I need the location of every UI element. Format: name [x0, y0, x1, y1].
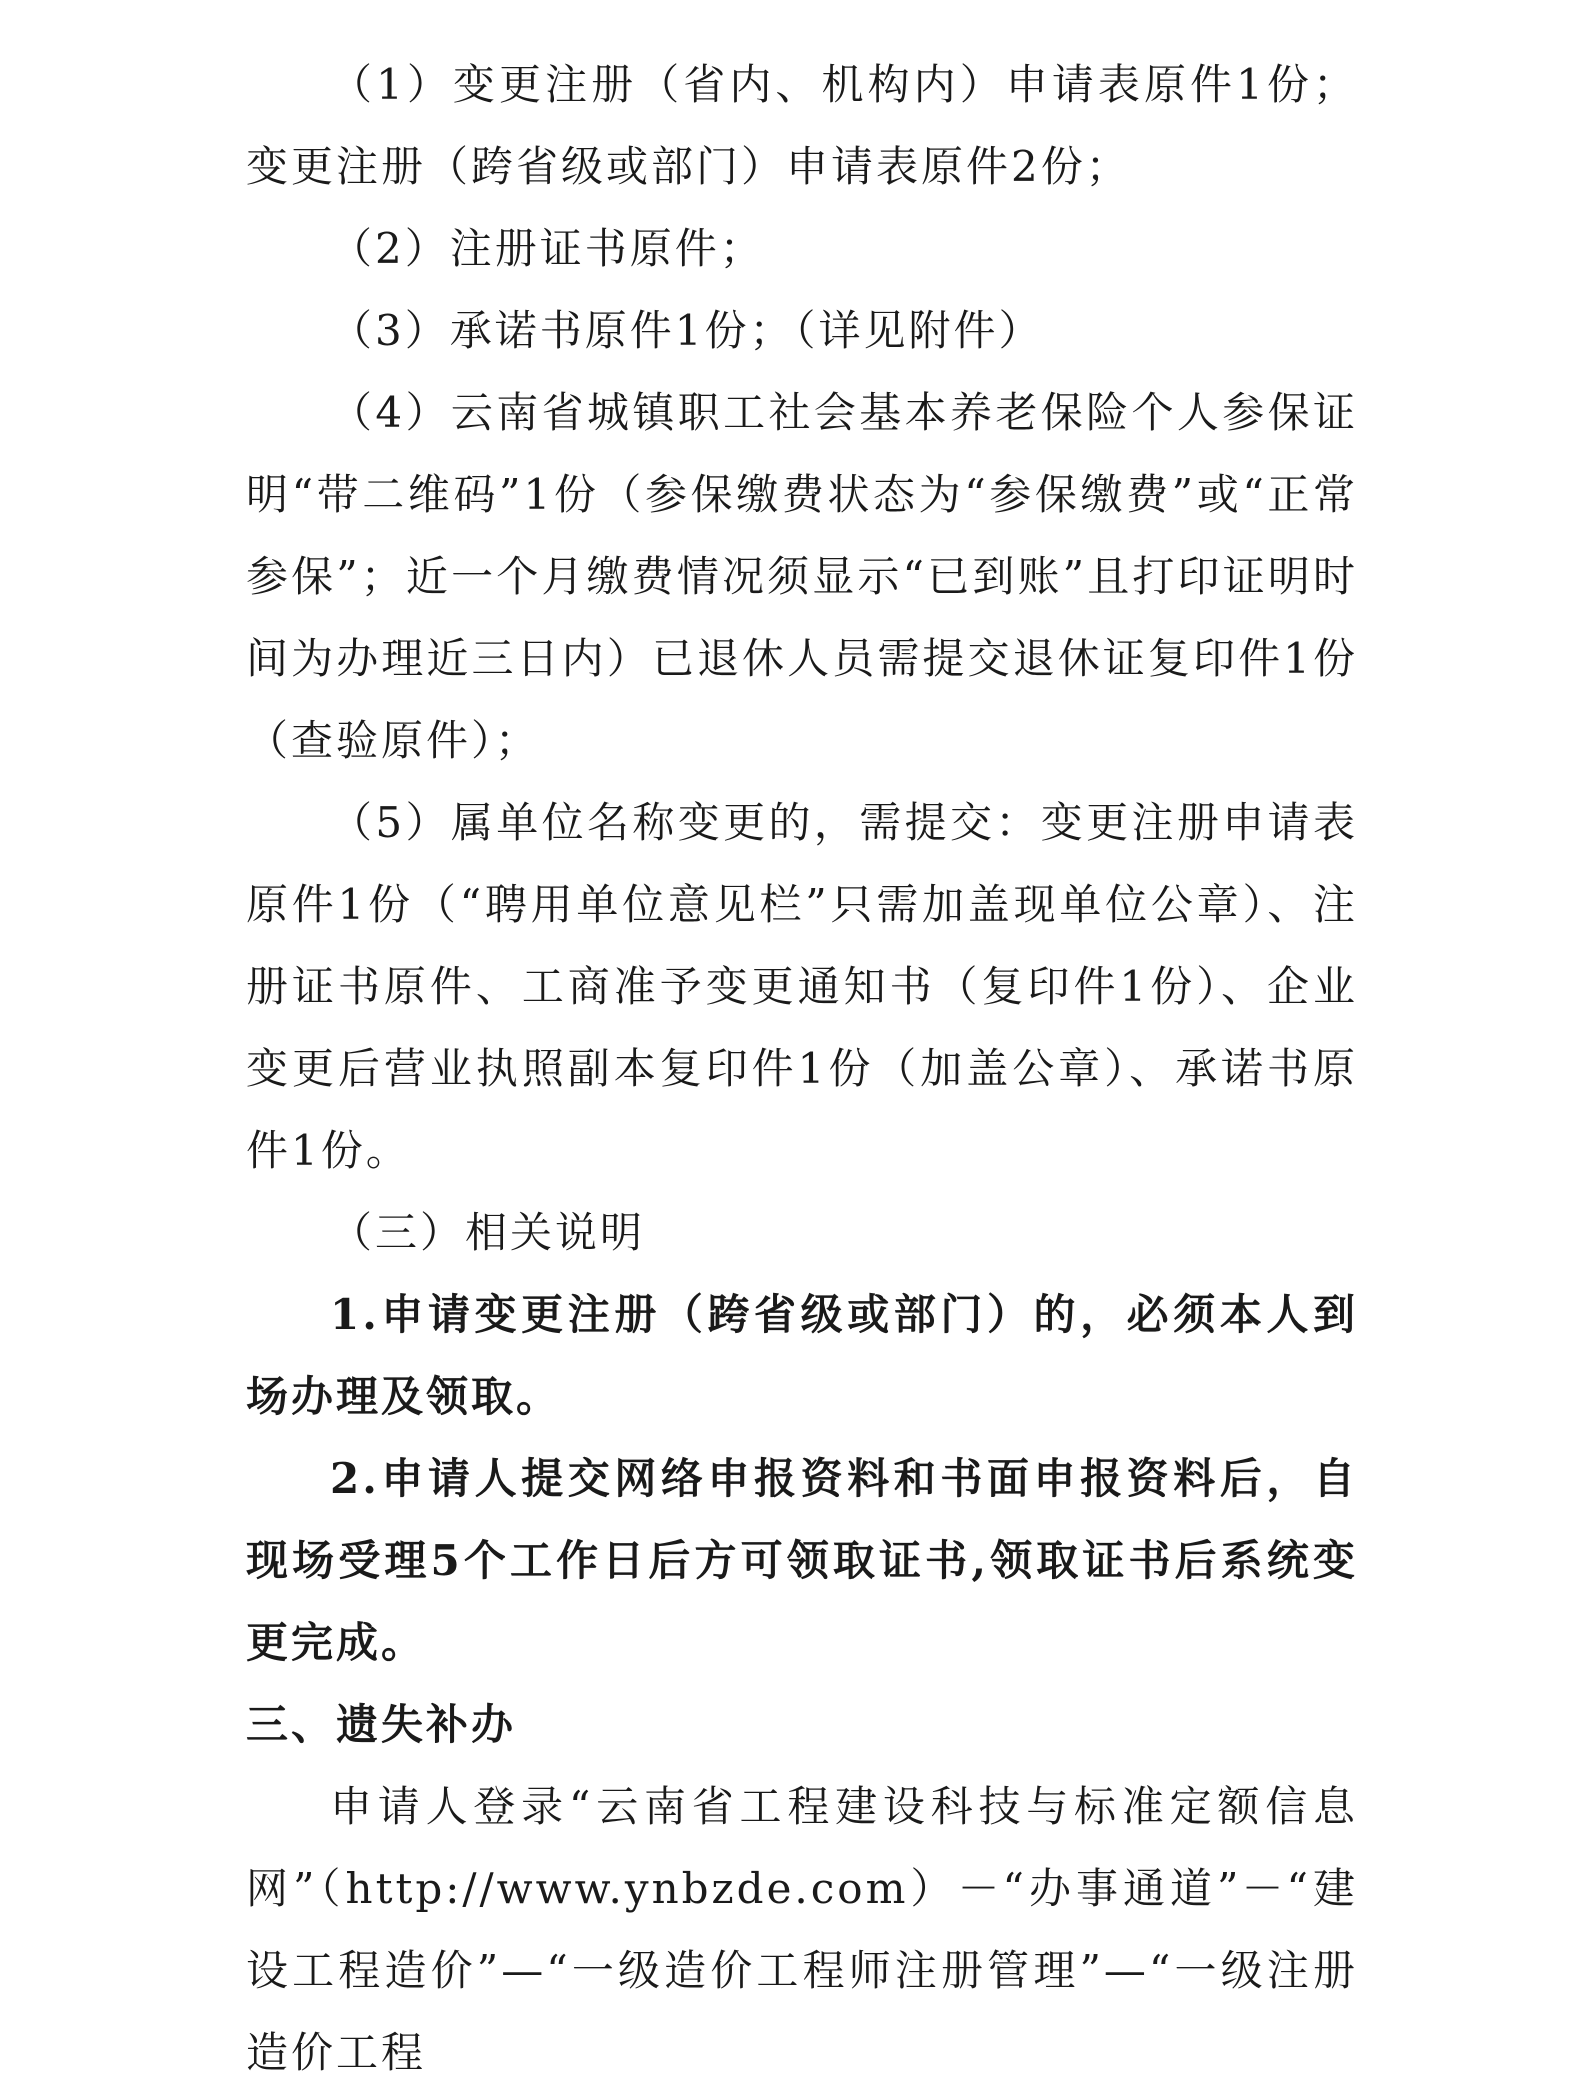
list-item-5: （5）属单位名称变更的，需提交：变更注册申请表原件1份（“聘用单位意见栏”只需加盖现单位公章）、注册证书原件、工商准予变更通知书（复印件1份）、企业变更后营业执照副本复印件1份（加盖公章）、承诺书原件1份。	[246, 798, 1358, 1175]
subheading-related-notes: （三）相关说明	[330, 1208, 646, 1257]
paragraph-login-instructions: 申请人登录“云南省工程建设科技与标准定额信息网”（http://www.ynbzde.com）－“办事通道”－“建设工程造价”—“一级造价工程师注册管理”—“一级注册造价工程	[246, 1782, 1358, 2077]
list-item-2: （2）注册证书原件；	[330, 224, 765, 273]
list-item-1: （1）变更注册（省内、机构内）申请表原件1份；变更注册（跨省级或部门）申请表原件2份；	[246, 60, 1358, 191]
document-body	[246, 44, 1358, 2094]
list-item-3: （3）承诺书原件1份；（详见附件）	[330, 306, 1044, 355]
list-item-4: （4）云南省城镇职工社会基本养老保险个人参保证明“带二维码”1份（参保缴费状态为“参保缴费”或“正常参保”；近一个月缴费情况须显示“已到账”且打印证明时间为办理近三日内）已退休人员需提交退休证复印件1份（查验原件）；	[246, 388, 1358, 765]
note-1: 1.申请变更注册（跨省级或部门）的，必须本人到场办理及领取。	[246, 1290, 1358, 1421]
section-title-lost-replacement: 三、遗失补办	[246, 1700, 517, 1749]
note-2: 2.申请人提交网络申报资料和书面申报资料后，自现场受理5个工作日后方可领取证书,领取证书后系统变更完成。	[246, 1454, 1358, 1667]
